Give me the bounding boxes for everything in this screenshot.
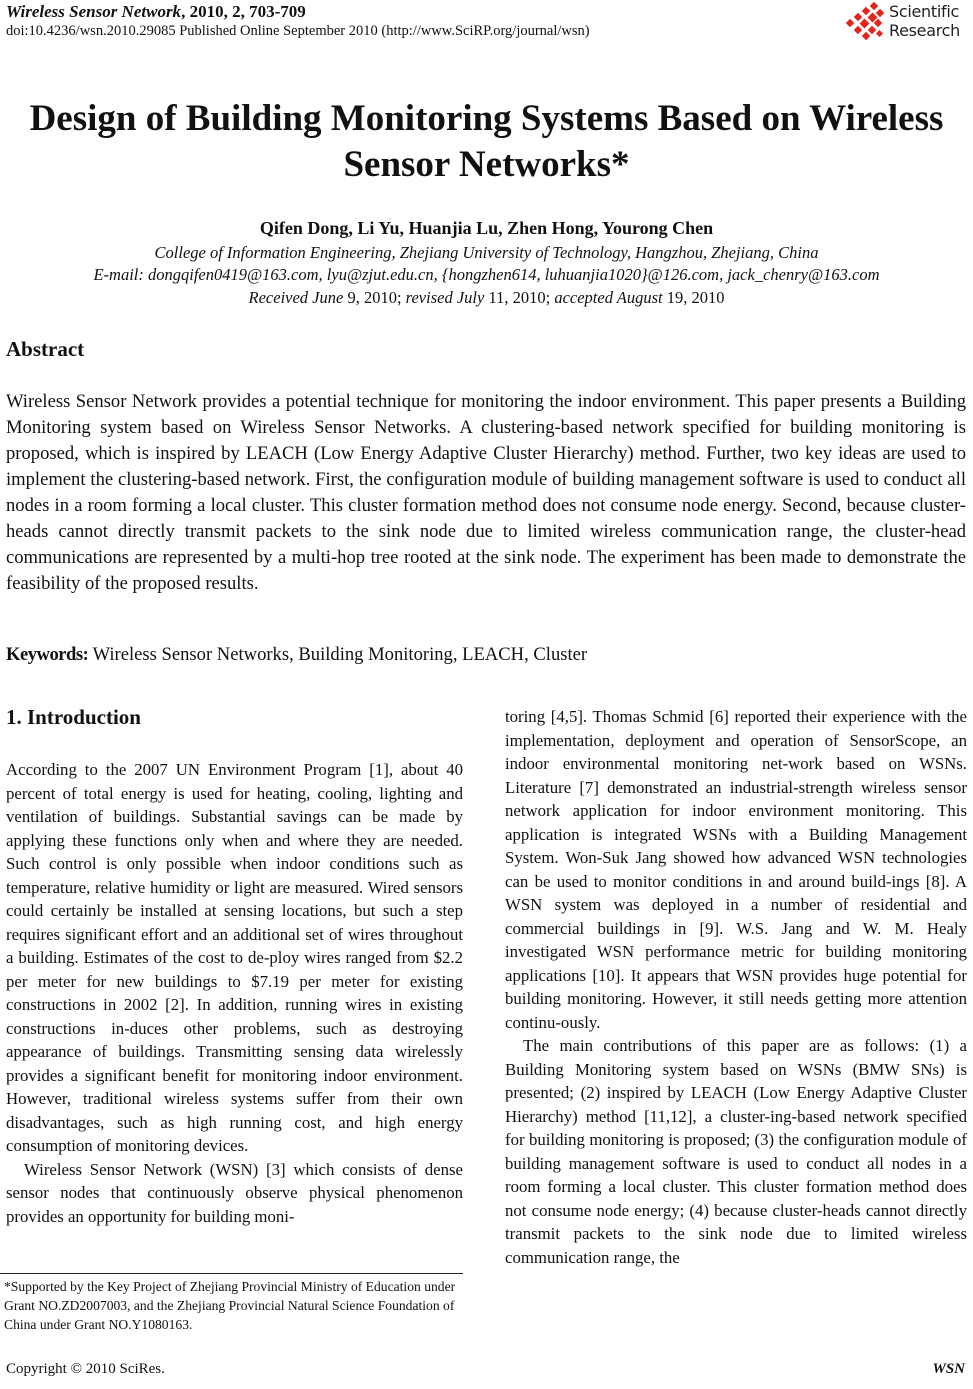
left-column — [6, 758, 463, 1228]
section-heading-introduction: 1. Introduction — [6, 705, 141, 729]
journal-citation — [6, 2, 306, 22]
right-column — [505, 705, 967, 1269]
journal-name: Wireless Sensor Network — [6, 2, 182, 21]
abstract-text: Wireless Sensor Network provides a potential technique for monitoring the indoor environment. This paper presents a Building Monitoring system based on Wireless Sensor Networks. A clustering-based network specified for building monitoring is proposed, which is inspired by LEACH (Low Energy Adaptive Cluster Hierarchy) method. Further, two key ideas are used to implement the clustering-based network. First, the configuration module of building management software is used to conduct all nodes in a room forming a local cluster. This cluster formation method does not consume node energy. Second, because cluster-heads cannot directly transmit packets to the sink node due to limited wireless communication range, the cluster-head communications are represented by a multi-hop tree rooted at the sink node. The experiment has been made to demonstrate the feasibility of the proposed results. — [6, 391, 966, 594]
abstract-heading: Abstract — [6, 337, 85, 361]
publisher-logo — [843, 2, 969, 44]
doi-line: doi:10.4236/wsn.2010.29085 Published Online September 2010 (http://www.SciRP.org/journal/wsn) — [6, 23, 590, 39]
affiliation: College of Information Engineering, Zhejiang University of Technology, Hangzhou, Zhejiang, China — [154, 243, 819, 262]
paper-title: Design of Building Monitoring Systems Based on Wireless Sensor Networks* — [29, 98, 944, 185]
author-emails: E-mail: dongqifen0419@163.com, lyu@zjut.edu.cn, {hongzhen614, luhuanjia1020}@126.com, jack_chenry@163.com — [93, 265, 880, 284]
journal-abbreviation: WSN — [932, 1361, 965, 1377]
diamond-cluster-logo-icon — [843, 2, 887, 42]
paragraph: According to the 2007 UN Environment Program [1], about 40 percent of total energy is used for heating, cooling, lighting and ventilation of buildings. Substantial savings can be made by applying these functions only when and where they are needed. Such control is only possible when indoor conditions such as temperature, relative humidity or light are measured. Wired sensors could certainly be installed at sensing locations, but such a step requires significant effort and an additional set of wires throughout a building. Estimates of the cost to de-ploy wires ranged from $2.2 per meter for new buildings to $7.19 per meter for existing constructions in 2002 [2]. In addition, running wires in existing constructions in-duces other problems, such as destroying appearance of buildings. Transmitting sensing data wirelessly provides a significant benefit for monitoring indoor environment. However, traditional wireless systems suffer from their own disadvantages, such as high running cost, and high energy consumption of monitoring devices. — [6, 760, 463, 1155]
publication-dates: Received June 9, 2010; revised July 11, 2010; accepted August 19, 2010 — [248, 288, 725, 307]
funding-footnote: *Supported by the Key Project of Zhejiang Provincial Ministry of Education under Grant NO.ZD2007003, and the Zhejiang Provincial Natural Science Foundation of China under Grant NO.Y1080163. — [4, 1279, 456, 1332]
paragraph: toring [4,5]. Thomas Schmid [6] reported their experience with the implementation, deployment and operation of SensorScope, an indoor environmental monitoring net-work based on WSNs. Literature [7] demonstrated an industrial-strength wireless sensor network application for indoor environment monitoring. This application is integrated WSNs with a Building Management System. Won-Suk Jang showed how advanced WSN technologies can be used to monitor conditions in and around build-ings [8]. A WSN system was deployed in a number of residential and commercial buildings in [9]. W.S. Jang and W. M. Healy investigated WSN performance metric for building monitoring applications [10]. It appears that WSN provides huge potential for building monitoring. However, it still needs getting more attention continu-ously. — [505, 707, 967, 1032]
publisher-name: Scientific Research — [889, 2, 960, 40]
author-list: Qifen Dong, Li Yu, Huanjia Lu, Zhen Hong, Yourong Chen — [259, 218, 714, 238]
keywords — [6, 644, 587, 666]
paragraph: The main contributions of this paper are as follows: (1) a Building Monitoring system based on WSNs (BMW SNs) is presented; (2) inspired by LEACH (Low Energy Adaptive Cluster Hierarchy) method [11,12], a cluster-ing-based network specified for building monitoring is proposed; (3) the configuration module of building management software is used to conduct all nodes in a room forming a local cluster. This cluster formation method does not consume node energy; (4) because cluster-heads cannot directly transmit packets to the sink node due to limited wireless communication range, the — [505, 1036, 967, 1267]
keywords-label: Keywords: — [6, 644, 89, 665]
journal-issue: , 2010, 2, 703-709 — [181, 2, 306, 21]
keywords-value: Wireless Sensor Networks, Building Monitoring, LEACH, Cluster — [88, 644, 588, 665]
footnote-divider — [0, 1273, 463, 1274]
copyright-notice: Copyright © 2010 SciRes. — [6, 1361, 165, 1377]
paragraph: Wireless Sensor Network (WSN) [3] which consists of dense sensor nodes that continuously observe physical phenomenon provides an opportunity for building moni- — [6, 1159, 463, 1226]
